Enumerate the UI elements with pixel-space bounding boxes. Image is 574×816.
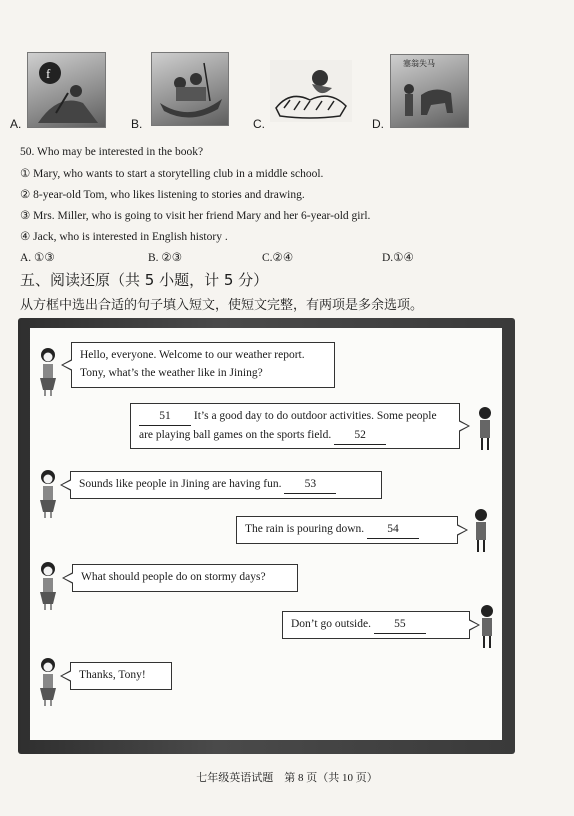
speech-bubble-5 xyxy=(72,564,298,592)
blank-54[interactable]: 54 xyxy=(367,520,419,539)
girl-icon xyxy=(35,560,61,610)
girl-icon xyxy=(35,468,61,518)
girl-icon xyxy=(35,346,61,396)
option-d-caption: 塞翁失马 xyxy=(403,59,435,68)
question-50-choice-1: ① Mary, who wants to start a storytelling club in a middle school. xyxy=(20,168,324,180)
bubble-1-line-1: Hello, everyone. Welcome to our weather report. xyxy=(80,349,305,361)
option-b-illustration xyxy=(152,53,228,125)
bubble-2-text-1: It’s a good day to do outdoor activities. Some people xyxy=(193,410,437,422)
option-b-label[interactable]: B. xyxy=(131,117,143,131)
bubble-6-text: Don’t go outside. xyxy=(291,618,371,630)
speech-bubble-7 xyxy=(70,662,172,690)
bubble-7-text: Thanks, Tony! xyxy=(79,669,146,681)
question-50-choice-2: ② 8-year-old Tom, who likes listening to stories and drawing. xyxy=(20,189,305,201)
option-a-picture xyxy=(27,52,106,128)
answer-option-a[interactable]: A. ①③ xyxy=(20,252,55,264)
bubble-4-text: The rain is pouring down. xyxy=(245,523,365,535)
answer-option-d[interactable]: D.①④ xyxy=(382,252,414,264)
blank-51[interactable]: 51 xyxy=(139,407,191,426)
option-c-label[interactable]: C. xyxy=(253,117,265,131)
svg-text:f: f xyxy=(46,66,51,81)
bubble-3-text: Sounds like people in Jining are having fun. xyxy=(79,478,282,490)
option-c-illustration xyxy=(270,60,352,122)
option-b-picture xyxy=(151,52,229,126)
dialogue-panel xyxy=(30,328,502,740)
section-5-instruction: 从方框中选出合适的句子填入短文，使短文完整，有两项是多余选项。 xyxy=(20,298,424,313)
option-a-label[interactable]: A. xyxy=(10,117,22,131)
section-5-title: 五、阅读还原（共 5 小题，计 5 分） xyxy=(20,271,269,289)
boy-icon xyxy=(470,508,492,552)
page-footer: 七年级英语试题 第 8 页（共 10 页） xyxy=(196,772,378,784)
speech-bubble-6 xyxy=(282,611,470,639)
blank-55[interactable]: 55 xyxy=(374,615,426,634)
question-50-choice-3: ③ Mrs. Miller, who is going to visit her friend Mary and her 6-year-old girl. xyxy=(20,210,371,222)
speech-bubble-2 xyxy=(130,403,460,449)
option-d-label[interactable]: D. xyxy=(372,117,384,131)
boy-icon xyxy=(476,604,498,648)
girl-icon xyxy=(35,656,61,706)
boy-icon xyxy=(474,406,496,450)
option-c-picture xyxy=(270,60,352,122)
bubble-5-text: What should people do on stormy days? xyxy=(81,571,266,583)
speech-bubble-4 xyxy=(236,516,458,544)
question-50-stem: 50. Who may be interested in the book? xyxy=(20,146,204,158)
bubble-2-text-2: are playing ball games on the sports field. xyxy=(139,429,332,441)
blank-52[interactable]: 52 xyxy=(334,426,386,445)
option-a-illustration xyxy=(28,53,105,127)
option-d-illustration xyxy=(391,55,468,127)
dialogue-frame xyxy=(18,318,515,754)
speech-bubble-3 xyxy=(70,471,382,499)
blank-53[interactable]: 53 xyxy=(284,475,336,494)
question-50-choice-4: ④ Jack, who is interested in English history . xyxy=(20,231,228,243)
option-d-picture xyxy=(390,54,469,128)
speech-bubble-1 xyxy=(71,342,335,388)
answer-option-c[interactable]: C.②④ xyxy=(262,252,294,264)
answer-option-b[interactable]: B. ②③ xyxy=(148,252,183,264)
bubble-1-line-2: Tony, what’s the weather like in Jining? xyxy=(80,367,263,379)
